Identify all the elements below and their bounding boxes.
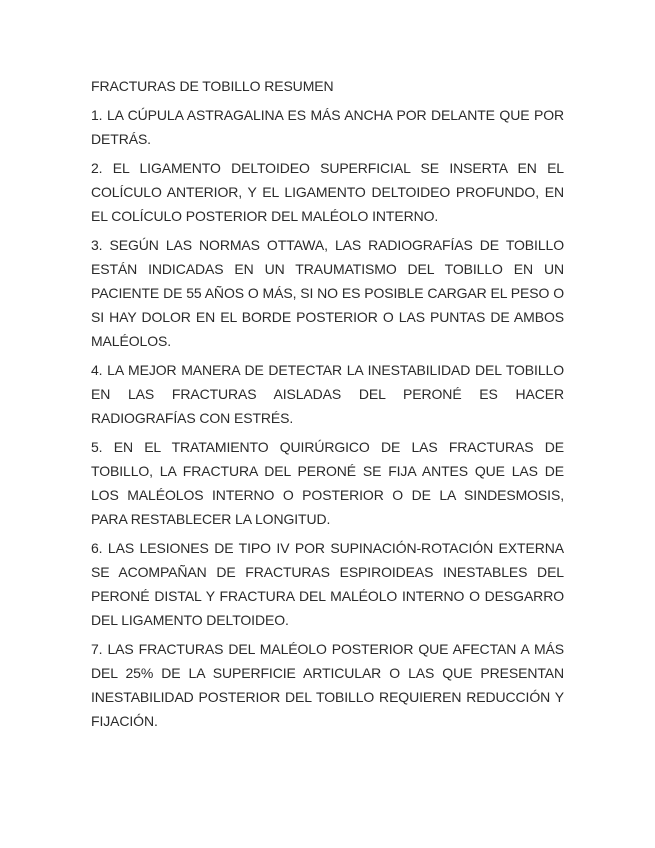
paragraph-4: 4. LA MEJOR MANERA DE DETECTAR LA INESTABILIDAD DEL TOBILLO EN LAS FRACTURAS AISLADAS DEL PERONÉ ES HACER RADIOGRAFÍAS CON ESTRÉS.: [91, 362, 564, 426]
document-page: [91, 74, 564, 738]
paragraph-5: 5. EN EL TRATAMIENTO QUIRÚRGICO DE LAS FRACTURAS DE TOBILLO, LA FRACTURA DEL PERONÉ SE FIJA ANTES QUE LAS DE LOS MALÉOLOS INTERNO O POSTERIOR O DE LA SINDESMOSIS, PARA RESTABLECER LA LONGITUD.: [91, 439, 564, 527]
paragraph-2: 2. EL LIGAMENTO DELTOIDEO SUPERFICIAL SE INSERTA EN EL COLÍCULO ANTERIOR, Y EL LIGAMENTO DELTOIDEO PROFUNDO, EN EL COLÍCULO POSTERIOR DEL MALÉOLO INTERNO.: [91, 160, 564, 224]
paragraph-1: 1. LA CÚPULA ASTRAGALINA ES MÁS ANCHA POR DELANTE QUE POR DETRÁS.: [91, 107, 564, 147]
paragraph-7: 7. LAS FRACTURAS DEL MALÉOLO POSTERIOR QUE AFECTAN A MÁS DEL 25% DE LA SUPERFICIE ARTICULAR O LAS QUE PRESENTAN INESTABILIDAD POSTERIOR DEL TOBILLO REQUIEREN REDUCCIÓN Y FIJACIÓN.: [91, 641, 564, 729]
paragraph-6: 6. LAS LESIONES DE TIPO IV POR SUPINACIÓN-ROTACIÓN EXTERNA SE ACOMPAÑAN DE FRACTURAS ESPIROIDEAS INESTABLES DEL PERONÉ DISTAL Y FRACTURA DEL MALÉOLO INTERNO O DESGARRO DEL LIGAMENTO DELTOIDEO.: [91, 540, 564, 628]
paragraph-3: 3. SEGÚN LAS NORMAS OTTAWA, LAS RADIOGRAFÍAS DE TOBILLO ESTÁN INDICADAS EN UN TRAUMATISMO DEL TOBILLO EN UN PACIENTE DE 55 AÑOS O MÁS, SI NO ES POSIBLE CARGAR EL PESO O SI HAY DOLOR EN EL BORDE POSTERIOR O LAS PUNTAS DE AMBOS MALÉOLOS.: [91, 237, 564, 349]
document-title: FRACTURAS DE TOBILLO RESUMEN: [91, 78, 334, 94]
